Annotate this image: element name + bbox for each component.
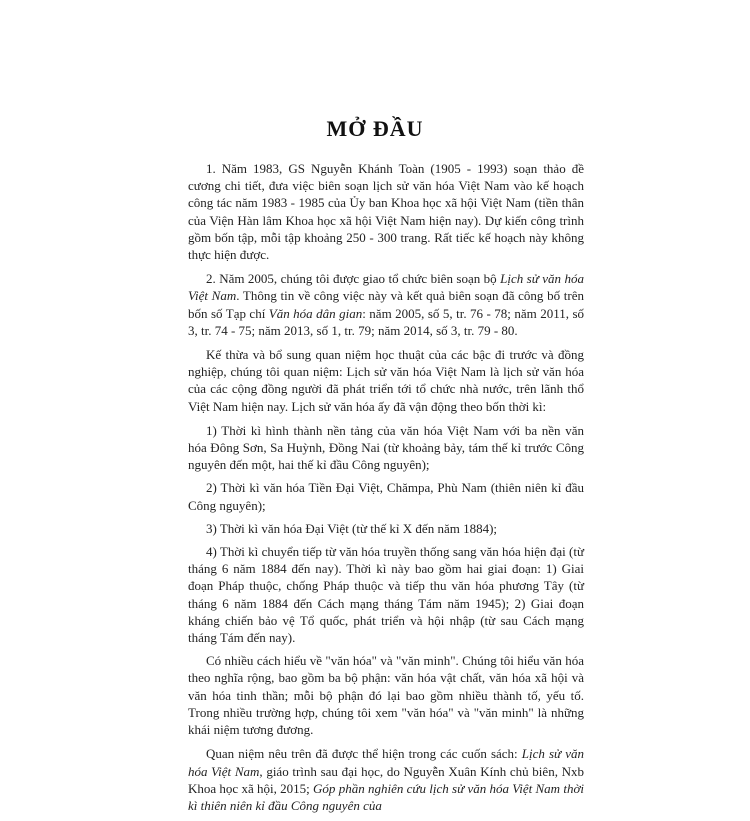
period-item-3 — [188, 520, 584, 537]
paragraph-text: 2. Năm 2005, chúng tôi được giao tổ chức biên soạn bộ — [206, 271, 501, 287]
paragraph-1 — [188, 160, 584, 263]
page-title: MỞ ĐẦU — [326, 116, 424, 141]
paragraph-culture-definition — [188, 652, 584, 738]
paragraph-3 — [188, 346, 584, 415]
paragraph-text: 2) Thời kì văn hóa Tiền Đại Việt, Chămpa, Phù Nam (thiên niên kỉ đầu Công nguyên); — [188, 480, 584, 513]
period-item-1 — [188, 422, 584, 474]
paragraph-text: Quan niệm nêu trên đã được thể hiện trong các cuốn sách: — [206, 746, 522, 762]
paragraph-text: 3) Thời kì văn hóa Đại Việt (từ thế kỉ X đến năm 1884); — [206, 520, 498, 536]
paragraph-text: 1) Thời kì hình thành nền tảng của văn hóa Việt Nam với ba nền văn hóa Đông Sơn, Sa Huỳnh, Đồng Nai (từ khoảng bảy, tám thế kỉ trước Công nguyên đến một, hai thế kỉ đầu Công nguyên); — [188, 422, 584, 473]
journal-title-italic: Văn hóa dân gian — [268, 305, 363, 321]
paragraph-text: : năm 2005, số 5, tr. 76 - 78; năm 2011, số 3, tr. 74 - 75; năm 2013, số 1, tr. 79; năm 2014, số 3, tr. 79 - 80. — [188, 305, 584, 338]
paragraph-text: . Thông tin về công việc này và kết quả biên soạn đã công bố trên bốn số Tạp chí — [188, 288, 584, 321]
book-title-italic: Lịch sử văn hóa Việt Nam — [188, 746, 585, 779]
paragraph-text: , giáo trình sau đại học, do Nguyễn Xuân Kính chủ biên, Nxb Khoa học xã hội, 2015; — [188, 763, 585, 796]
paragraph-text: 1. Năm 1983, GS Nguyễn Khánh Toàn (1905 - 1993) soạn thảo đề cương chi tiết, đưa việc biên soạn lịch sử văn hóa Việt Nam vào kế hoạch công tác năm 1983 - 1985 của Ủy ban Khoa học xã hội Việt Nam (tiền thân của Viện Hàn lâm Khoa học xã hội Việt Nam hiện nay). Dự kiến công trình gồm bốn tập, mỗi tập khoảng 250 - 300 trang. Rất tiếc kế hoạch này không thực hiện được. — [188, 161, 584, 263]
paragraph-books — [188, 745, 584, 814]
period-item-4 — [188, 543, 584, 646]
paragraph-2 — [188, 270, 584, 339]
document-body — [188, 160, 584, 821]
period-item-2 — [188, 479, 584, 513]
book-title-italic: Lịch sử văn hóa Việt Nam — [188, 271, 585, 304]
book-title-italic: Góp phần nghiên cứu lịch sử văn hóa Việt Nam thời kì thiên niên kỉ đầu Công nguyên của — [188, 780, 585, 813]
paragraph-text: Có nhiều cách hiểu về "văn hóa" và "văn minh". Chúng tôi hiểu văn hóa theo nghĩa rộng, bao gồm ba bộ phận: văn hóa vật chất, văn hóa xã hội và văn hóa tinh thần; mỗi bộ phận đó lại bao gồm nhiều thành tố, yếu tố. Trong nhiều trường hợp, chúng tôi xem "văn hóa" và "văn minh" là những khái niệm tương đương. — [188, 653, 584, 738]
paragraph-text: 4) Thời kì chuyển tiếp từ văn hóa truyền thống sang văn hóa hiện đại (từ tháng 6 năm 1884 đến nay). Thời kì này bao gồm hai giai đoạn: 1) Giai đoạn Pháp thuộc, chống Pháp thuộc và tiếp thu văn hóa phương Tây (từ tháng 6 năm 1884 đến Cách mạng tháng Tám năm 1945); 2) Giai đoạn kháng chiến bảo vệ Tổ quốc, phát triển và hội nhập (từ sau Cách mạng tháng Tám đến nay). — [188, 544, 584, 646]
paragraph-text: Kế thừa và bổ sung quan niệm học thuật của các bậc đi trước và đồng nghiệp, chúng tôi quan niệm: Lịch sử văn hóa Việt Nam là lịch sử văn hóa của các cộng đồng người đã phát triển tới tổ chức nhà nước, trên lãnh thổ Việt Nam hiện nay. Lịch sử văn hóa ấy đã vận động theo bốn thời kì: — [188, 347, 584, 414]
